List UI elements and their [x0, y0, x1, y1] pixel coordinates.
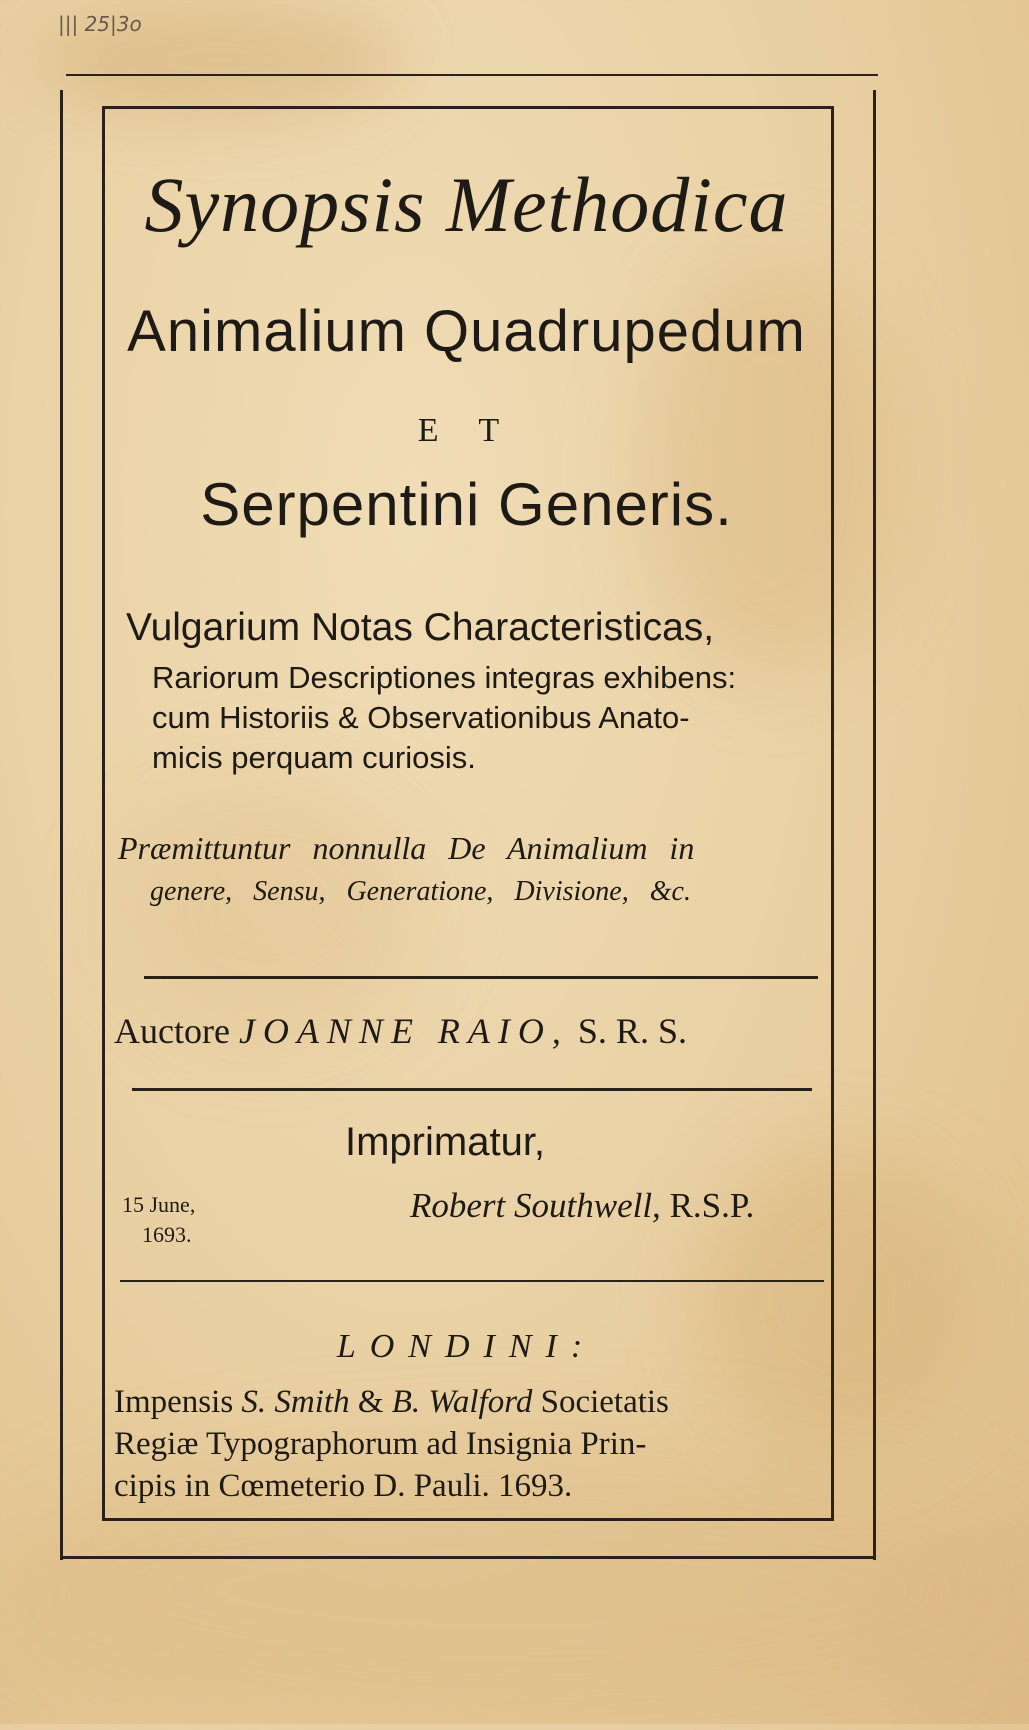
- description-line: Vulgarium Notas Characteristicas,: [126, 606, 715, 649]
- author-name: JOANNE RAIO,: [238, 1011, 569, 1051]
- imprint-printer: B. Walford: [391, 1384, 533, 1420]
- description-line: micis perquam curiosis.: [152, 740, 476, 775]
- outer-frame-left: [60, 90, 63, 1560]
- inner-frame-top: [102, 106, 834, 109]
- imprint-printer: S. Smith: [241, 1384, 350, 1420]
- praemittuntur-line: genere, Sensu, Generatione, Divisione, &c.: [150, 876, 691, 907]
- outer-frame-bottom: [60, 1556, 876, 1559]
- title-et: E T: [417, 412, 516, 449]
- author-prefix: Auctore: [114, 1011, 230, 1051]
- description-line: Rariorum Descriptiones integras exhibens:: [152, 660, 737, 695]
- imprint-line: [114, 1384, 669, 1421]
- imprint-word: &: [357, 1384, 384, 1420]
- imprimatur-date: 15 June,: [122, 1192, 196, 1217]
- outer-frame-right: [873, 90, 876, 1560]
- divider: [120, 1280, 824, 1282]
- shelfmark: ||| 25|3o: [58, 12, 142, 36]
- author-line: [114, 1010, 687, 1052]
- imprimatur-year: 1693.: [142, 1222, 192, 1247]
- imprint-city: LONDINI:: [336, 1328, 597, 1365]
- imprint-line: cipis in Cœmeterio D. Pauli. 1693.: [114, 1468, 573, 1504]
- signatory-title: R.S.P.: [669, 1186, 755, 1225]
- paper-stain: [120, 780, 420, 1040]
- inner-frame-right: [831, 106, 834, 1520]
- imprint-word: Societatis: [540, 1384, 669, 1420]
- title-synopsis: Synopsis Methodica: [144, 161, 789, 248]
- praemittuntur-line: Præmittuntur nonnulla De Animalium in: [118, 830, 695, 866]
- title-serpentini: Serpentini Generis.: [200, 471, 733, 538]
- title-animalium: Animalium Quadrupedum: [127, 299, 806, 364]
- signatory-name: Robert Southwell,: [410, 1186, 661, 1225]
- imprimatur-signatory: [410, 1186, 754, 1226]
- divider: [144, 976, 818, 979]
- author-suffix: S. R. S.: [577, 1011, 687, 1051]
- description-line: cum Historiis & Observationibus Anato-: [152, 700, 690, 735]
- outer-frame-top: [66, 74, 878, 76]
- inner-frame-bottom: [102, 1518, 834, 1521]
- divider: [132, 1088, 812, 1091]
- imprimatur-label: Imprimatur,: [345, 1120, 546, 1164]
- imprint-word: Impensis: [114, 1384, 234, 1420]
- imprint-line: Regiæ Typographorum ad Insignia Prin-: [114, 1426, 647, 1462]
